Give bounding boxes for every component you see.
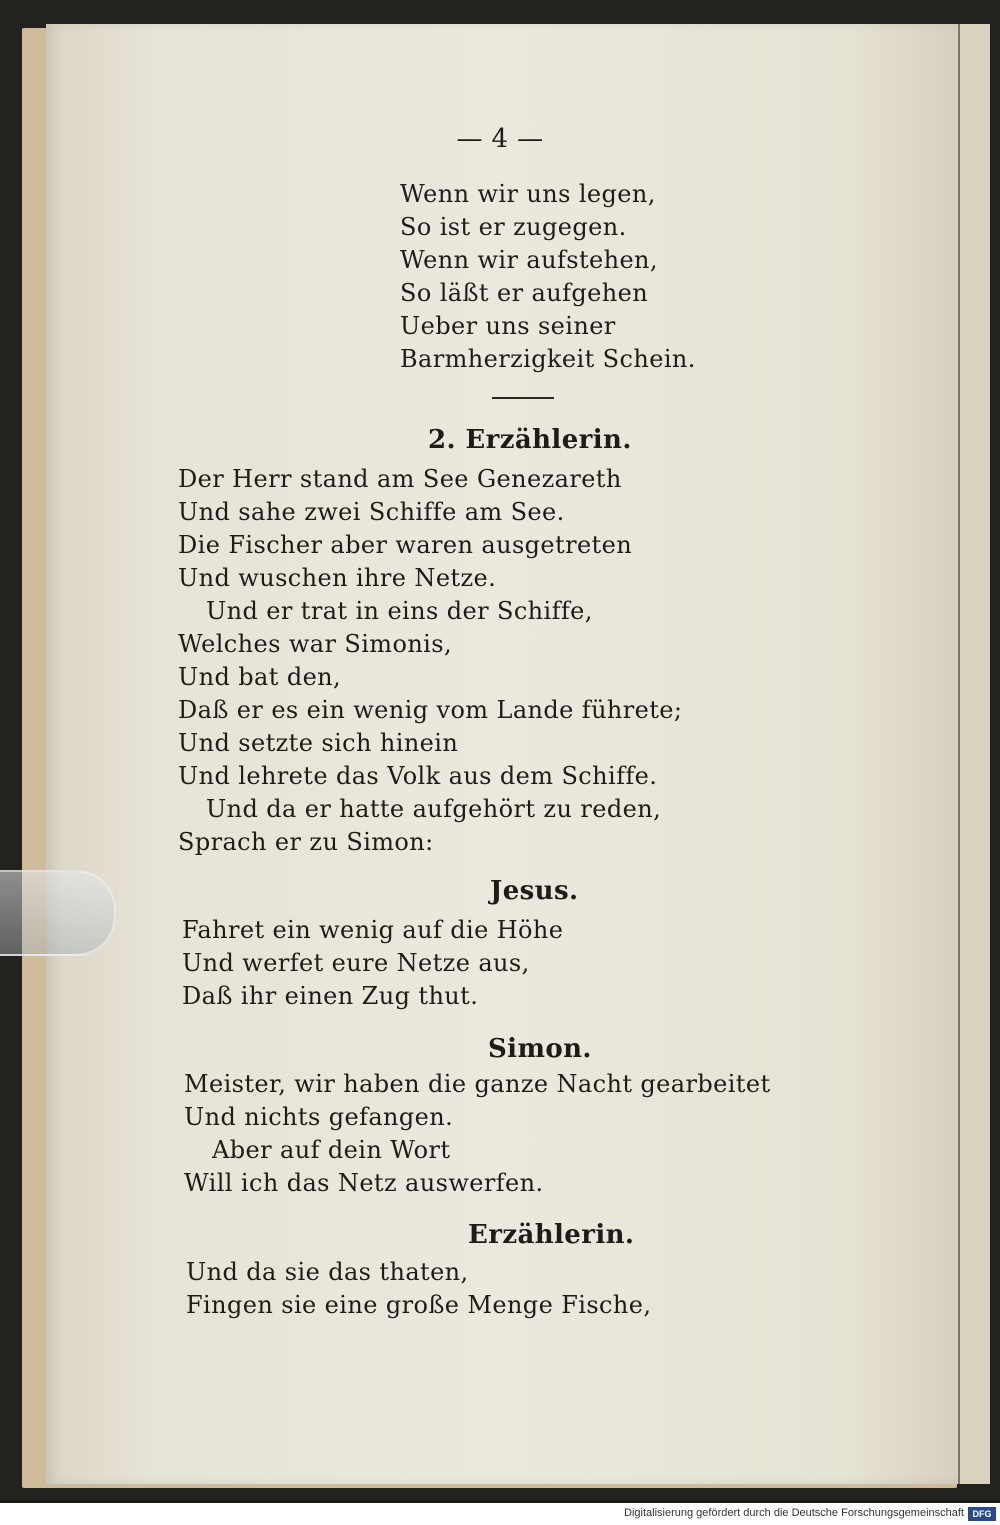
speech-line: Meister, wir haben die ganze Nacht gearbeitet [184, 1070, 771, 1098]
narration-line: Sprach er zu Simon: [178, 828, 434, 856]
speech-line: Und werfet eure Netze aus, [182, 949, 530, 977]
narration-line: Und er trat in eins der Schiffe, [206, 597, 593, 625]
narration-line: Und da er hatte aufgehört zu reden, [206, 795, 662, 823]
speech-line: Fahret ein wenig auf die Höhe [182, 916, 564, 944]
narration-line: Und da sie das thaten, [186, 1258, 469, 1286]
verse-line: Wenn wir uns legen, [400, 180, 656, 208]
verse-line: So läßt er aufgehen [400, 279, 649, 307]
narration-line: Und lehrete das Volk aus dem Schiffe. [178, 762, 658, 790]
narration-line: Und setzte sich hinein [178, 729, 459, 757]
verse-line: Barmherzigkeit Schein. [400, 345, 696, 373]
speaker-erzaehlerin: Erzählerin. [468, 1220, 635, 1250]
verse-line: So ist er zugegen. [400, 213, 627, 241]
narration-line: Der Herr stand am See Genezareth [178, 465, 622, 493]
narration-line: Welches war Simonis, [178, 630, 452, 658]
dfg-logo: DFG [968, 1507, 996, 1521]
verse-line: Ueber uns seiner [400, 312, 616, 340]
narration-line: Fingen sie eine große Menge Fische, [186, 1291, 652, 1319]
speaker-simon: Simon. [488, 1034, 592, 1064]
speech-line: Und nichts gefangen. [184, 1103, 454, 1131]
footer-bar [0, 1503, 1000, 1525]
speech-line: Daß ihr einen Zug thut. [182, 982, 479, 1010]
narration-line: Daß er es ein wenig vom Lande führete; [178, 696, 683, 724]
speech-line: Aber auf dein Wort [212, 1136, 451, 1164]
narration-line: Und wuschen ihre Netze. [178, 564, 497, 592]
scanner-clip [0, 870, 116, 956]
speaker-jesus: Jesus. [490, 876, 579, 906]
page-number: — 4 — [456, 124, 544, 154]
section-heading: 2. Erzählerin. [428, 425, 632, 455]
facing-page-edge [958, 24, 990, 1484]
narration-line: Die Fischer aber waren ausgetreten [178, 531, 633, 559]
divider-rule [492, 397, 554, 399]
speech-line: Will ich das Netz auswerfen. [184, 1169, 544, 1197]
verse-line: Wenn wir aufstehen, [400, 246, 658, 274]
narration-line: Und bat den, [178, 663, 342, 691]
footer-credit: Digitalisierung gefördert durch die Deutsche Forschungsgemeinschaft [624, 1507, 964, 1519]
narration-line: Und sahe zwei Schiffe am See. [178, 498, 565, 526]
